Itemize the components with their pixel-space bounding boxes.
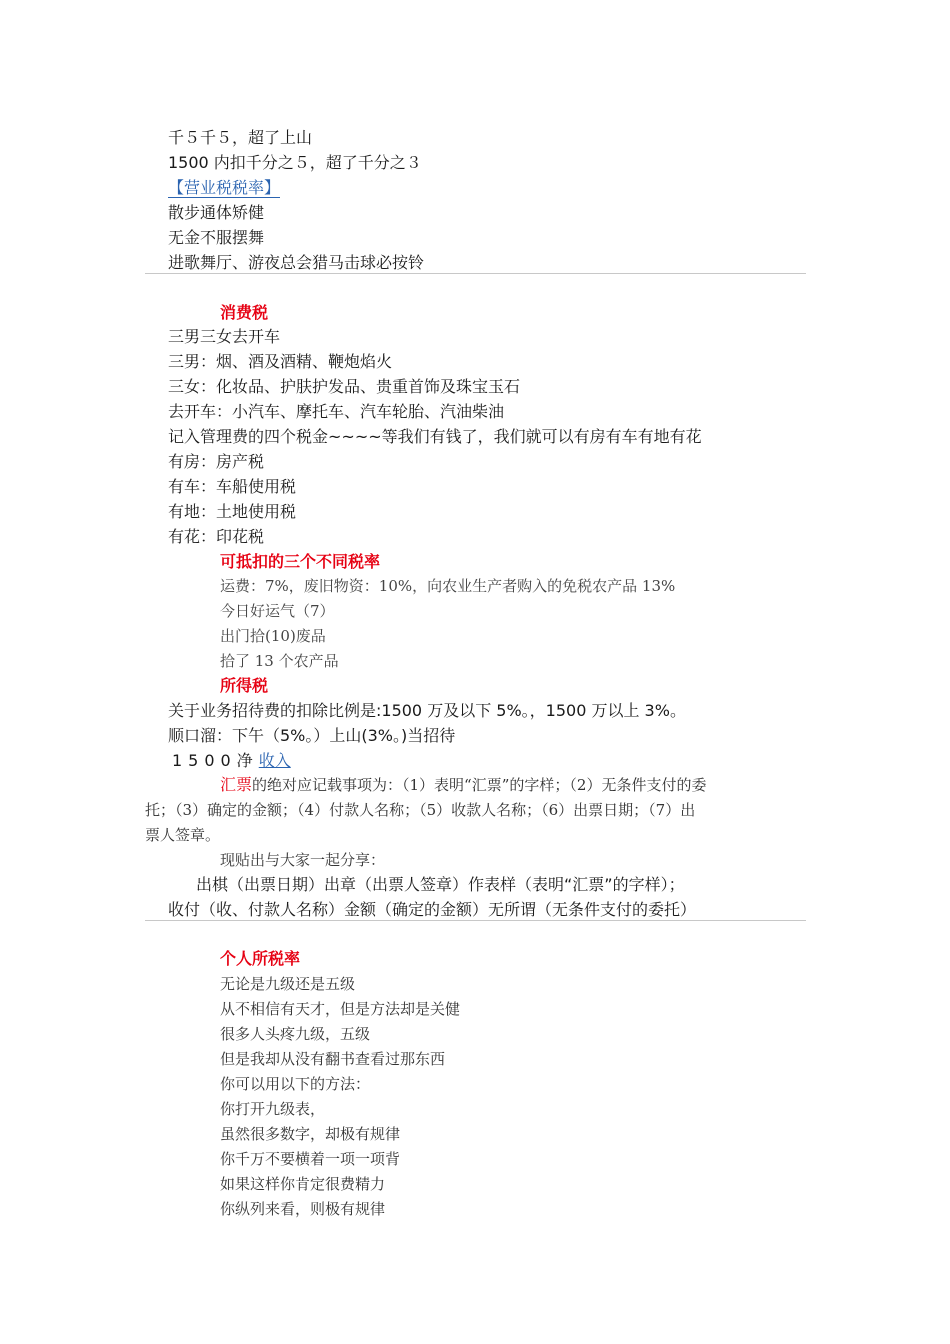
text-line: 票人签章。: [145, 826, 221, 844]
text-line: 你纵列来看，则极有规律: [220, 1200, 386, 1218]
text-line: 1500 内扣千分之５，超了千分之３: [168, 153, 422, 172]
text-line: 你打开九级表，: [220, 1100, 326, 1118]
text-line: 从不相信有天才，但是方法却是关健: [220, 1000, 461, 1018]
text-line: 拾了 13 个农产品: [220, 652, 339, 670]
text-line: [172, 749, 291, 773]
text-line: 顺口溜：下午（5%。）上山(3%。)当招待: [168, 726, 456, 745]
text-line: 三女：化妆品、护肤护发品、贵重首饰及珠宝玉石: [168, 377, 521, 396]
divider: [145, 273, 806, 274]
text-line: 运费：7%，废旧物资：10%，向农业生产者购入的免税农产品 13%: [220, 577, 676, 595]
text-line: 关于业务招待费的扣除比例是:1500 万及以下 5%。，1500 万以上 3%。: [168, 701, 686, 720]
text-line: 托；（3）确定的金额；（4）付款人名称；（5）收款人名称；（6）出票日期；（7）出: [145, 801, 696, 819]
text-line: 无论是九级还是五级: [220, 975, 356, 993]
text-line: 你千万不要横着一项一项背: [220, 1150, 401, 1168]
text-line: 出门拾(10)废品: [220, 627, 326, 645]
text-line: 虽然很多数字，却极有规律: [220, 1125, 401, 1143]
text-line: 如果这样你肯定很费精力: [220, 1175, 386, 1193]
bill-line-1: [220, 773, 706, 797]
consumption-tax-title: 消费税: [220, 303, 269, 322]
text-line: 去开车：小汽车、摩托车、汽车轮胎、汽油柴油: [168, 402, 505, 421]
text-line: 记入管理费的四个税金~~~~等我们有钱了，我们就可以有房有车有地有花: [168, 427, 702, 446]
text-line: 三男三女去开车: [168, 327, 281, 346]
text-line: 无金不服摆舞: [168, 228, 265, 247]
text-line: 进歌舞厅、游夜总会猎马击球必按铃: [168, 253, 425, 272]
heading-link-text[interactable]: 【营业税税率】: [168, 178, 281, 197]
text-line: 有房：房产税: [168, 452, 265, 471]
text-line: 出棋（出票日期）出章（出票人签章）作表样（表明“汇票”的字样）；: [196, 875, 685, 894]
text-line: 收付（收、付款人名称）金额（确定的金额）无所谓（无条件支付的委托）: [168, 900, 697, 919]
text-line: 但是我却从没有翻书查看过那东西: [220, 1050, 446, 1068]
divider: [145, 920, 806, 921]
deductible-rates-title: 可抵扣的三个不同税率: [220, 552, 381, 571]
text-line: 有花：印花税: [168, 527, 265, 546]
line-prefix: 1500净: [172, 751, 259, 770]
bill-title: 汇票: [220, 775, 253, 794]
income-link[interactable]: 收入: [258, 751, 291, 770]
text-line: 有车：车船使用税: [168, 477, 297, 496]
text-line: 很多人头疼九级，五级: [220, 1025, 371, 1043]
text-line: 现贴出与大家一起分享：: [220, 851, 386, 869]
personal-tax-title: 个人所税率: [220, 949, 301, 968]
business-tax-rate-link[interactable]: [168, 176, 280, 200]
text-line: 散步通体矫健: [168, 203, 265, 222]
text-line: 千５千５，超了上山: [168, 128, 313, 147]
income-tax-title: 所得税: [220, 676, 269, 695]
text-line: 有地：土地使用税: [168, 502, 297, 521]
text-line: 今日好运气（7）: [220, 602, 335, 620]
text-line: 你可以用以下的方法：: [220, 1075, 371, 1093]
bill-text: 的绝对应记载事项为：（1）表明“汇票”的字样；（2）无条件支付的委: [252, 776, 707, 794]
text-line: 三男：烟、酒及酒精、鞭炮焰火: [168, 352, 393, 371]
